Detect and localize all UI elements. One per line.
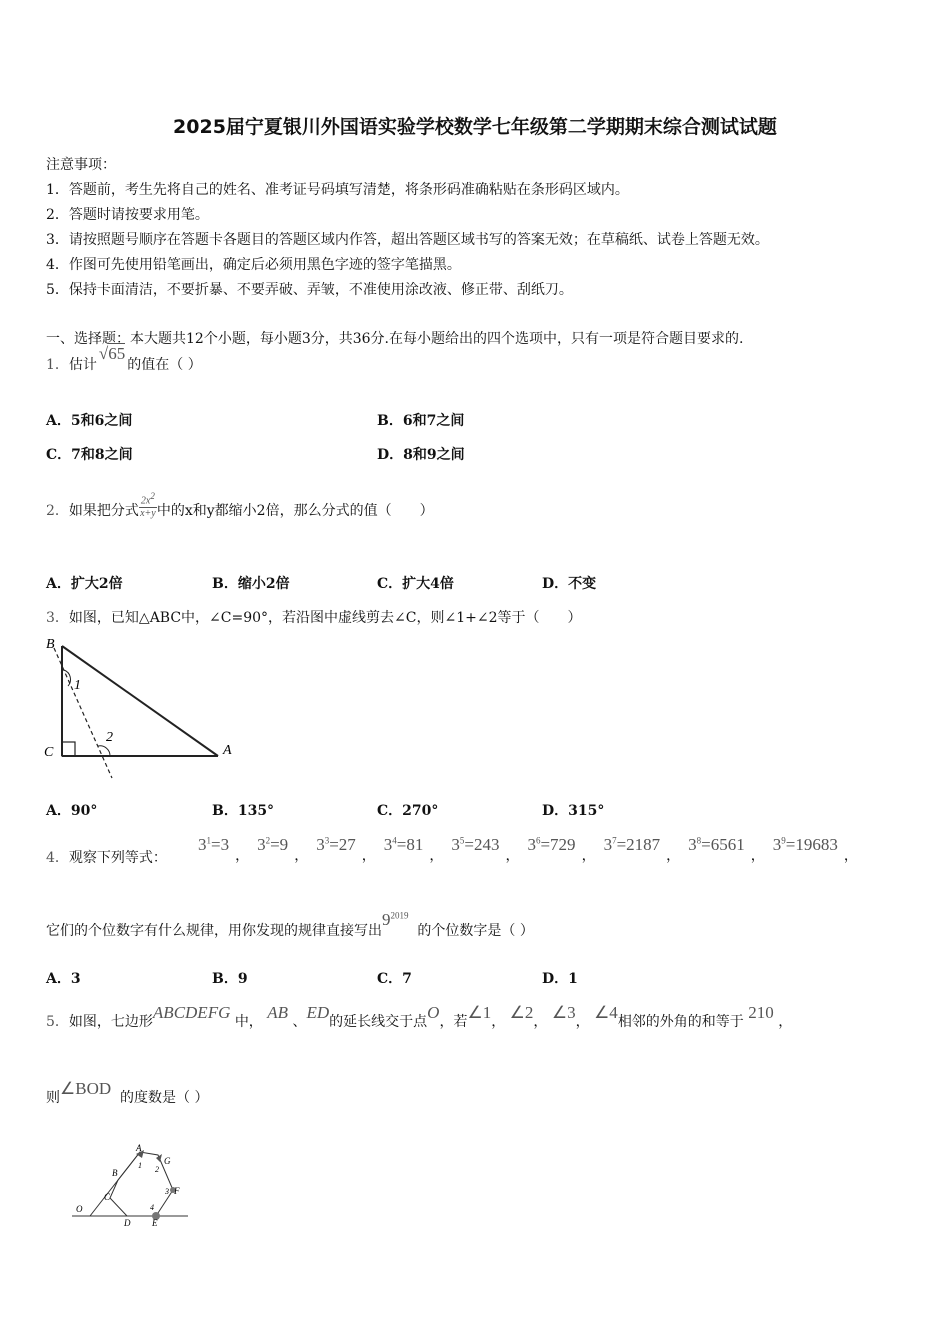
fraction-denominator: x+y <box>140 508 156 520</box>
equation-result: =19683 <box>785 835 838 854</box>
right-angle-mark <box>62 742 75 756</box>
equation-base: 3 <box>198 835 207 854</box>
question-text: 估计 <box>68 357 97 373</box>
question-text: 如图，已知△ABC中，∠C=90°，若沿图中虚线剪去∠C，则∠1+∠2等于（ ） <box>68 610 582 626</box>
notice-item: 5．保持卡面清洁，不要折暴、不要弄破、弄皱，不准使用涂改液、修正带、刮纸刀。 <box>46 282 573 298</box>
question-text: 的延长线交于点 <box>329 1014 428 1030</box>
point-o: O <box>427 1003 440 1022</box>
equation-result: =2187 <box>616 835 661 854</box>
separator: ， <box>235 848 250 864</box>
power-equation <box>604 835 661 854</box>
vertex-label-a: A <box>223 743 232 758</box>
question-text: 的个位数字是（ ） <box>417 923 534 939</box>
equation-result: =243 <box>464 835 500 854</box>
option-a[interactable]: A．5和6之间 <box>46 413 133 429</box>
fraction-numerator: 2x <box>140 495 151 507</box>
equation-base: 3 <box>603 835 613 854</box>
option-b[interactable]: B．135° <box>212 803 275 819</box>
equation-exponent: 2 <box>265 835 271 846</box>
separator: ， <box>750 848 765 864</box>
notice-item: 3．请按照题号顺序在答题卡各题目的答题区域内作答，超出答题区域书写的答案无效；在草稿纸、试卷上答题无效。 <box>46 232 769 248</box>
point-label-g: G <box>164 1156 171 1166</box>
power-equation <box>527 835 575 854</box>
point-label-e: E <box>152 1218 158 1228</box>
angle-3: ∠3 <box>551 1003 576 1022</box>
section-heading: 一、选择题：本大题共12个小题，每小题3分，共36分.在每小题给出的四个选项中，只有一项是符合题目要求的. <box>46 331 744 347</box>
option-a[interactable]: A．3 <box>46 971 81 987</box>
equation-exponent: 7 <box>612 835 617 846</box>
question-4-line-2 <box>46 910 534 940</box>
equation-exponent: 3 <box>324 835 330 846</box>
equation-exponent: 1 <box>206 835 211 846</box>
question-4 <box>46 847 167 867</box>
equation-exponent: 9 <box>781 835 786 846</box>
point-label-d: D <box>124 1218 131 1228</box>
angle-label-1: 1 <box>74 678 81 693</box>
question-text: 则 <box>46 1090 60 1106</box>
notice-item: 2．答题时请按要求用笔。 <box>46 207 209 223</box>
option-b[interactable]: B．缩小2倍 <box>212 576 290 592</box>
power-equation <box>257 835 288 854</box>
power-equations <box>198 835 866 864</box>
question-number: 2． <box>46 503 69 519</box>
angle-2: ∠2 <box>509 1003 534 1022</box>
heptagon-figure <box>70 1142 195 1232</box>
segment-ab: AB <box>267 1003 289 1022</box>
point-label-b: B <box>112 1168 118 1178</box>
question-text: 的值在（ ） <box>127 357 202 373</box>
option-d[interactable]: D．315° <box>542 803 605 819</box>
separator: ， <box>581 848 596 864</box>
radicand: 65 <box>108 344 126 363</box>
power-equation <box>688 835 745 854</box>
question-text: 中， <box>234 1014 263 1030</box>
notice-heading: 注意事项： <box>46 157 116 173</box>
angle-bod: ∠BOD <box>60 1079 112 1098</box>
question-text: ， <box>778 1014 793 1030</box>
option-c[interactable]: C．7 <box>377 971 412 987</box>
question-1 <box>46 344 202 394</box>
option-b[interactable]: B．6和7之间 <box>377 413 465 429</box>
question-text: 相邻的外角的和等于 <box>617 1014 744 1030</box>
question-5-line-2 <box>46 1078 209 1117</box>
sqrt-expression: √65 <box>98 344 126 363</box>
separator: ， <box>491 1014 506 1030</box>
equation-base: 3 <box>383 835 393 854</box>
separator: ， <box>843 848 858 864</box>
question-text: 的度数是（ ） <box>120 1090 209 1106</box>
power-equation <box>384 835 424 854</box>
angle-4: ∠4 <box>594 1003 618 1022</box>
notice-item: 4．作图可先使用铅笔画出，确定后必须用黑色字迹的签字笔描黑。 <box>46 257 461 273</box>
equation-exponent: 5 <box>459 835 465 846</box>
angle-label-2: 2 <box>106 730 113 745</box>
equation-result: =3 <box>211 835 230 854</box>
equation-exponent: 8 <box>696 835 702 846</box>
question-text: 如果把分式 <box>68 503 139 519</box>
vertex-label-b: B <box>46 637 55 652</box>
point-label-c: C <box>104 1192 111 1202</box>
power-base: 9 <box>382 910 391 929</box>
option-c[interactable]: C．270° <box>377 803 439 819</box>
option-d[interactable]: D．1 <box>542 971 578 987</box>
angle-number-2: 2 <box>155 1165 159 1174</box>
equation-base: 3 <box>772 835 782 854</box>
notice-item: 1．答题前，考生先将自己的姓名、准考证号码填写清楚，将条形码准确粘贴在条形码区域内。 <box>46 182 629 198</box>
power-equation <box>198 835 229 854</box>
equation-result: =6561 <box>701 835 745 854</box>
question-number: 4． <box>46 850 69 866</box>
angle-sum: 210 <box>748 1003 774 1022</box>
question-text: 中的x和y都缩小2倍，那么分式的值（ ） <box>156 503 434 519</box>
vertex-label-c: C <box>44 745 54 760</box>
question-5 <box>46 1002 792 1041</box>
separator: ， <box>666 848 681 864</box>
separator: ， <box>533 1014 548 1030</box>
triangle-figure <box>40 632 250 782</box>
equation-result: =729 <box>540 835 576 854</box>
equation-base: 3 <box>257 835 266 854</box>
angle-number-3: 3 <box>165 1187 169 1196</box>
separator: ， <box>505 848 520 864</box>
separator: ， <box>294 848 309 864</box>
equation-base: 3 <box>316 835 325 854</box>
question-text: 它们的个位数字有什么规律，用你发现的规律直接写出 <box>46 923 382 939</box>
separator: ， <box>361 848 376 864</box>
point-label-f: F <box>174 1186 180 1196</box>
angle-number-1: 1 <box>138 1161 142 1170</box>
point-label-o: O <box>76 1204 83 1214</box>
question-number: 5． <box>46 1014 69 1030</box>
option-a[interactable]: A．扩大2倍 <box>46 576 123 592</box>
power-exponent: 2019 <box>390 910 409 921</box>
side-ab <box>62 646 218 756</box>
question-text: 如图，七边形 <box>68 1014 153 1030</box>
angle-1-arc <box>64 670 71 686</box>
equation-exponent: 4 <box>392 835 397 846</box>
separator: ， <box>575 1014 590 1030</box>
power-equation <box>316 835 356 854</box>
option-d[interactable]: D．8和9之间 <box>377 447 465 463</box>
option-c[interactable]: C．扩大4倍 <box>377 576 454 592</box>
point-label-a: A <box>136 1143 142 1153</box>
equation-base: 3 <box>688 835 697 854</box>
angle-1: ∠1 <box>467 1003 492 1022</box>
page-title: 2025届宁夏银川外国语实验学校数学七年级第二学期期末综合测试试题 <box>173 116 777 138</box>
question-text: 观察下列等式： <box>68 850 167 866</box>
equation-result: =27 <box>329 835 356 854</box>
option-d[interactable]: D．不变 <box>542 576 597 592</box>
fraction <box>139 490 157 520</box>
separator: ， <box>429 848 444 864</box>
question-3 <box>46 607 582 627</box>
question-text: 、 <box>292 1014 307 1030</box>
question-number: 1． <box>46 357 69 373</box>
option-a[interactable]: A．90° <box>46 803 98 819</box>
equation-result: =81 <box>396 835 424 854</box>
numerator-exponent: 2 <box>150 490 155 501</box>
power-equation <box>773 835 838 854</box>
question-number: 3． <box>46 610 69 626</box>
equation-base: 3 <box>527 835 536 854</box>
equation-base: 3 <box>451 835 460 854</box>
angle-number-4: 4 <box>150 1203 154 1212</box>
power-expression <box>382 910 409 929</box>
option-c[interactable]: C．7和8之间 <box>46 447 133 463</box>
equation-exponent: 6 <box>535 835 541 846</box>
option-b[interactable]: B．9 <box>212 971 248 987</box>
equation-result: =9 <box>270 835 289 854</box>
question-text: ，若 <box>439 1014 468 1030</box>
polygon-name: ABCDEFG <box>152 1003 231 1022</box>
power-equation <box>451 835 499 854</box>
question-2 <box>46 484 434 534</box>
segment-ed: ED <box>306 1003 330 1022</box>
